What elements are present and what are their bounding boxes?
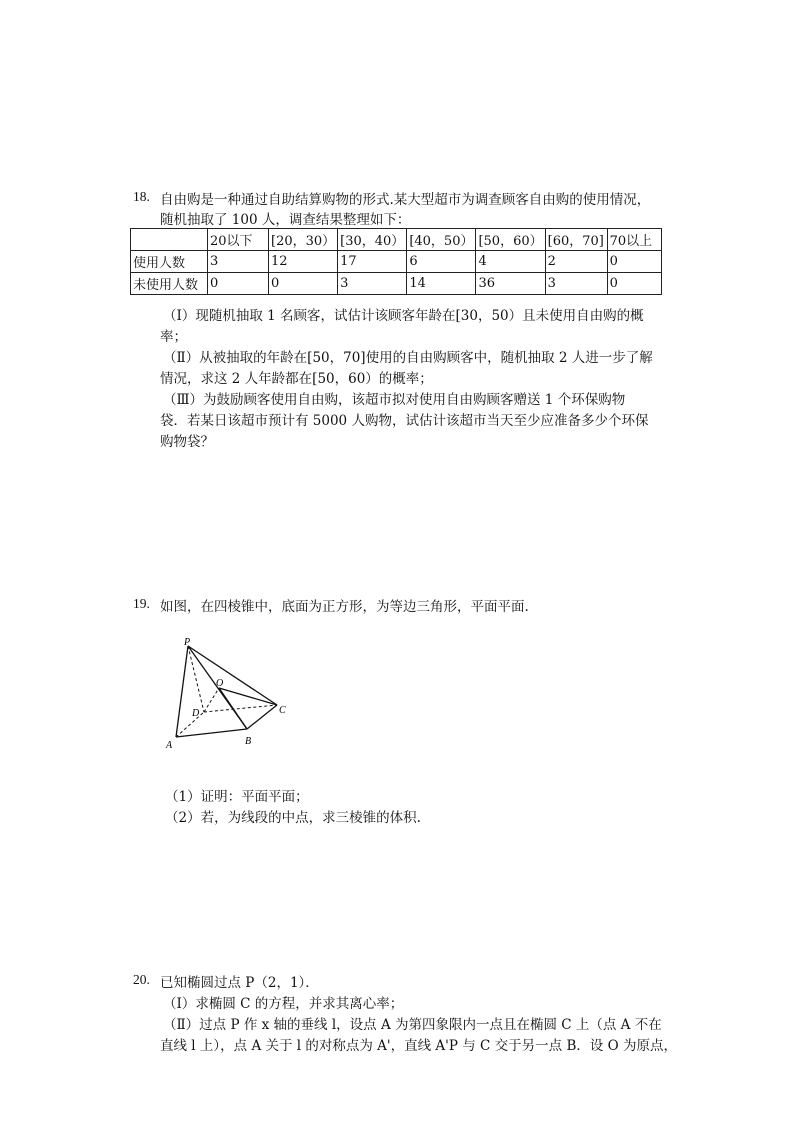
table-cell: 未使用人数 (131, 273, 208, 295)
question-number: 18. (133, 189, 150, 204)
question-number: 20. (133, 972, 150, 987)
part-3-text: （Ⅲ）为鼓励顾客使用自由购，该超市拟对使用自由购顾客赠送 1 个环保购物 (163, 392, 626, 408)
pyramid-figure (160, 636, 300, 754)
part-1-text: 率； (160, 329, 187, 345)
table-cell: 14 (407, 273, 476, 295)
edge-PC (188, 646, 277, 705)
table-header-cell: [50，60） (476, 229, 545, 251)
survey-table (130, 228, 662, 295)
question-stem: 已知椭圆过点 P（2，1）． (160, 975, 319, 991)
question-stem-line: 自由购是一种通过自助结算购物的形式.某大型超市为调查顾客自由购的使用情况， (160, 192, 651, 208)
table-cell: 0 (208, 273, 269, 295)
part-2-text: 情况，求这 2 人年龄都在[50，60）的概率； (160, 371, 433, 387)
table-cell: 3 (545, 273, 607, 295)
part-1-text: （1）证明：平面平面； (165, 789, 309, 805)
table-row (131, 251, 662, 273)
table-cell: 使用人数 (131, 251, 208, 273)
vertex-label-P: P (184, 637, 191, 648)
vertex-label-O: O (216, 678, 224, 689)
hidden-edge-DC (204, 705, 277, 712)
table-cell: 3 (338, 273, 407, 295)
vertex-label-D: D (192, 708, 200, 719)
vertex-label-B: B (245, 736, 252, 747)
table-row (131, 273, 662, 295)
question-number: 19. (133, 596, 150, 611)
part-2-text: 直线 l 上），点 A 关于 l 的对称点为 A'，直线 A'P 与 C 交于另一点 B．设 O 为原点， (160, 1038, 678, 1054)
part-3-text: 袋．若某日该超市预计有 5000 人购物，试估计该超市当天至少应准备多少个环保 (160, 413, 649, 429)
table-header-cell: [60，70] (545, 229, 607, 251)
table-cell: 12 (269, 251, 338, 273)
table-cell: 6 (407, 251, 476, 273)
question-stem-line: 随机抽取了 100 人，调查结果整理如下： (160, 212, 411, 228)
table-cell: 4 (476, 251, 545, 273)
table-header-cell: [20，30） (269, 229, 338, 251)
part-3-text: 购物袋？ (160, 434, 214, 450)
hidden-edge-PD (188, 646, 204, 712)
edge-PA (176, 646, 188, 737)
vertex-label-C: C (279, 705, 286, 716)
table-cell: 3 (208, 251, 269, 273)
part-1-text: （Ⅰ）求椭圆 C 的方程，并求其离心率； (163, 996, 404, 1012)
edge-AB (176, 729, 247, 737)
edge-BC (247, 705, 277, 729)
part-1-text: （Ⅰ）现随机抽取 1 名顾客，试估计该顾客年龄在[30，50）且未使用自由购的概 (163, 308, 644, 324)
table-cell: 36 (476, 273, 545, 295)
question-stem: 如图，在四棱锥中，底面为正方形，为等边三角形，平面平面. (160, 599, 529, 615)
part-2-text: （Ⅱ）过点 P 作 x 轴的垂线 l，设点 A 为第四象限内一点且在椭圆 C 上（点 A 不在 (163, 1017, 662, 1033)
table-cell: 2 (545, 251, 607, 273)
table-header-cell: 20以下 (208, 229, 269, 251)
hidden-edge-DO (204, 688, 219, 712)
table-cell: 17 (338, 251, 407, 273)
part-2-text: （Ⅱ）从被抽取的年龄在[50，70]使用的自由购顾客中，随机抽取 2 人进一步了解 (163, 350, 653, 366)
table-header-cell (131, 229, 208, 251)
table-header-cell: 70以上 (607, 229, 661, 251)
table-header-cell: [30，40） (338, 229, 407, 251)
hidden-edge-AD (176, 712, 204, 737)
table-header-row (131, 229, 662, 251)
vertex-label-A: A (166, 740, 173, 751)
table-cell: 0 (269, 273, 338, 295)
part-2-text: （2）若，为线段的中点，求三棱锥的体积. (165, 810, 421, 826)
table-cell: 0 (607, 251, 661, 273)
table-cell: 0 (607, 273, 661, 295)
table-header-cell: [40，50） (407, 229, 476, 251)
